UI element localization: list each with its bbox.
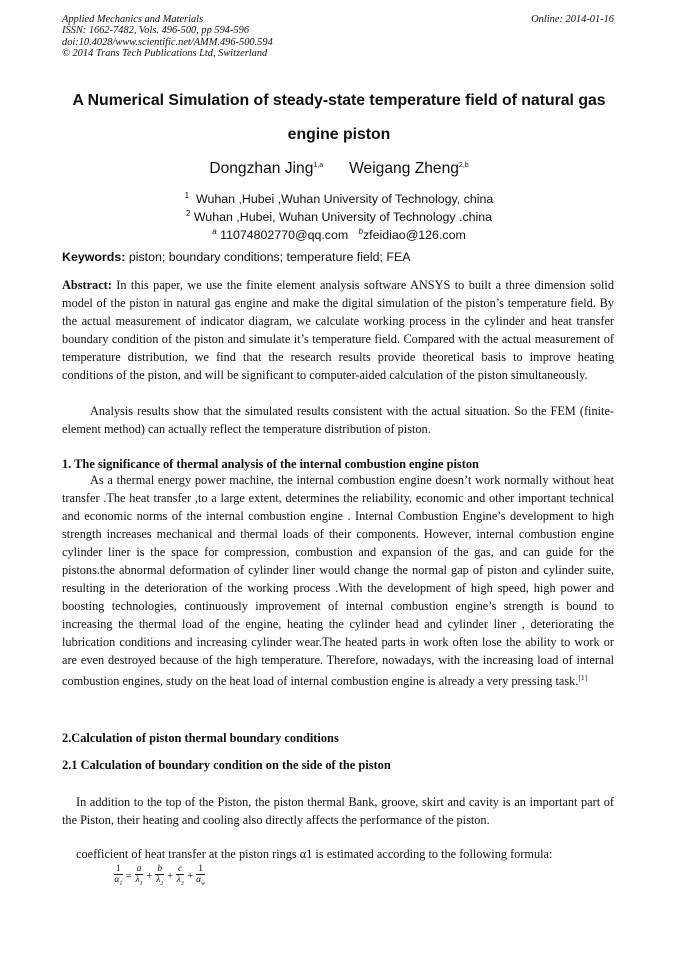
paper-title-line-1: A Numerical Simulation of steady-state temperature field of natural gas: [72, 92, 606, 109]
abstract-text: In this paper, we use the finite element analysis software ANSYS to built a three dimension solid model of the piston in natural gas engine and make the digital simulation of the piston’s temperature field. By the actual measurement of indicator diagram, we calculate working process in the cylinder and heat transfer boundary condition of the piston and simulate it’s temperature field. Compared with the actual measurement of temperature distribution, we find that the research results provide theoretical basis to improve heating conditions of the piston, and will be significant to computer-aided calculation of the piston simultaneously.: [62, 278, 614, 382]
email-b: zfeidiao@126.com: [362, 228, 466, 243]
affiliation-1: [62, 191, 616, 206]
formula-lhs: $\frac{1}{\alpha_1}$: [114, 863, 123, 887]
citation-ref: [1]: [578, 673, 588, 682]
section-1-body: [62, 471, 614, 690]
author-line: [62, 160, 616, 178]
formula-term-4: $\frac{1}{\alpha_w}$: [196, 863, 206, 887]
section-2-heading: 2.Calculation of piston thermal boundary conditions: [62, 731, 339, 745]
formula-term-3: $\frac{c}{\lambda_3}$: [176, 863, 184, 887]
journal-header: [62, 14, 273, 60]
section-2-1-para-1: In addition to the top of the Piston, the piston thermal Bank, groove, skirt and cavity is an important part of the Piston, their heating and cooling also directly affects the performance of the piston.: [62, 795, 614, 827]
section-2-1-para-2: coefficient of heat transfer at the piston rings α1 is estimated according to the following formula:: [76, 847, 553, 861]
keywords-label: Keywords:: [62, 250, 126, 264]
affiliation-1-sup: 1: [184, 191, 190, 200]
affiliation-1-text: Wuhan ,Hubei ,Wuhan University of Technology, china: [196, 192, 494, 207]
section-1-text: As a thermal energy power machine, the internal combustion engine doesn’t work normally without heat transfer .The heat transfer ,to a large extent, determines the reliability, economic and other important technical and economic norms of the internal combustion engine . Internal Combustion Engine’s development to high strength increases mechanical and thermal loads of their components. However, internal combustion engine cylinder liner is the space for compression, combustion and expansion of the gas, and can guide for the pistons.the abnormal deformation of cylinder liner would change the normal gap of piston and cylinder suite, resulting in the deterioration of the working process .With the development of high speed, high power and boosting technologies, continuously improvement of internal combustion engine’s strength is bound to increasing the thermal load of the engine, heating the cylinder head and cylinder liner , deteriorating the lubrication conditions and increasing cylinder wear.The heated parts in work often lose the ability to work or are even destroyed because of the high temperature. Therefore, nowadays, with the increasing load of internal combustion engines, study on the heat load of internal combustion engine is already a very pressing task.: [62, 473, 614, 689]
affiliation-2: [62, 209, 616, 224]
paper-title-line-2: engine piston: [287, 126, 391, 143]
abstract-paragraph: [62, 276, 614, 384]
journal-issn: ISSN: 1662-7482, Vols. 496-500, pp 594-596: [62, 25, 250, 37]
author-1: Dongzhan Jing: [209, 160, 314, 177]
author-2-sup: 2,b: [458, 161, 469, 169]
journal-name: Applied Mechanics and Materials: [62, 14, 204, 25]
section-2-1-heading: 2.1 Calculation of boundary condition on the side of the piston: [62, 758, 391, 772]
affiliation-2-sup: 2: [185, 209, 191, 218]
email-a: 11074802770@qq.com: [220, 228, 349, 243]
author-2: Weigang Zheng: [349, 160, 459, 177]
affiliation-2-text: Wuhan ,Hubei, Wuhan University of Technology .china: [193, 210, 493, 225]
author-1-sup: 1,a: [313, 161, 324, 169]
abstract-paragraph-2: Analysis results show that the simulated results consistent with the actual situation. So the FEM (finite-element method) can actually reflect the temperature distribution of piston.: [62, 404, 614, 436]
online-date: Online: 2014-01-16: [531, 14, 614, 25]
journal-doi: doi:10.4028/www.scientific.net/AMM.496-500.594: [62, 36, 273, 48]
keywords-text: piston; boundary conditions; temperature field; FEA: [128, 250, 411, 264]
formula-term-1: $\frac{a}{\lambda_1}$: [135, 863, 143, 887]
keywords: [62, 250, 616, 264]
email-b-sup: b: [358, 227, 363, 236]
section-1-heading: 1. The significance of thermal analysis of the internal combustion engine piston: [62, 457, 479, 471]
abstract-label: Abstract:: [62, 278, 112, 292]
email-line: [62, 227, 616, 242]
formula-term-2: $\frac{b}{\lambda_2}$: [156, 863, 164, 887]
heat-transfer-formula: $\frac{1}{\alpha_1}$ = $\frac{a}{\lambda_1}$ + $\frac{b}{\lambda_2}$ + $\frac{c}{\lambda_3}$ + $\frac{1}{\alpha_w}$: [114, 863, 206, 887]
journal-copyright: © 2014 Trans Tech Publications Ltd, Switzerland: [62, 48, 268, 60]
email-a-sup: a: [212, 227, 217, 236]
